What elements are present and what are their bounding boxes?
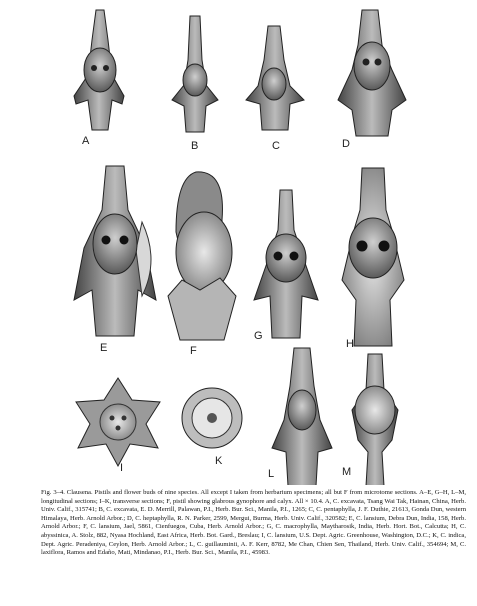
specimen-b: [172, 16, 218, 132]
label-a: A: [82, 135, 90, 147]
label-b: B: [191, 140, 199, 152]
specimen-l: [272, 348, 332, 485]
specimen-f: [168, 172, 236, 340]
label-f: F: [190, 345, 197, 357]
label-h: H: [346, 338, 354, 350]
specimen-d: [338, 10, 406, 136]
specimen-h: [342, 168, 404, 346]
specimen-m: [352, 354, 398, 485]
label-i: I: [120, 462, 124, 474]
specimen-c: [246, 26, 304, 130]
specimen-e: [74, 166, 156, 336]
label-e: E: [100, 342, 108, 354]
label-m: M: [342, 466, 352, 478]
label-c: C: [272, 140, 280, 152]
label-k: K: [215, 455, 223, 467]
label-l: L: [268, 468, 275, 480]
figure-caption: Fig. 3–4. Clausena. Pistils and flower buds of nine species. All except I taken from herbarium specimens; all but F from microtome sections. A–E, G–H, L–M, longitudinal sections; I–K, transverse sections; F, pistil showing glabrous gynophore and calyx. All × 10.4. A, C. excavata, Tsang Wai Tak, Hainan, China, Herb. Univ. Calif., 315741; B, C. excavata, E. D. Merrill, Palawan, P.I., Herb. Bur. Sci., Manila, P.I., 1265; C, C. pentaphylla, J. F. Duthie, 21613, Gonda Dun, western Himalaya, Herb. Arnold Arbor.; D, C. heptaphylla, R. N. Parker, 2599, Mergui, Burma, Herb. Univ. Calif., 320582; E, C. lansium, Debra Dun, India, 158, Herb. Arnold Arbor.; F, C. lansium, Jael, 5861, Cienfuegos, Cuba, Herb. Arnold Arbor.; G, C. macrophylla, Maytharosik, India, Herb. Hort. Bot., Calcutta; H, C. abyssinica, A. Stolz, 882, Nyasa Hochland, East Africa, Herb. Bot. Gard., Breslau; I, C. lansium, U.S. Dept. Agric. Greenhouse, Washington, D.C.; K, C. indica, Dept. Agric. Peradeniya, Ceylon, Herb. Arnold Arbor.; L, C. guillauminii, A. F. Kerr, 8782, Me Chan, Chien Sen, Thailand, Herb. Univ. Calif., 354694; M, C. laxiflora, Ramos and Edaño, Mati, Mindanao, P.I., Herb. Bur. Sci., Manila, P.I., 45983.: [41, 489, 466, 557]
specimen-i: [76, 378, 160, 466]
specimen-a: [74, 10, 124, 130]
specimen-k: [182, 388, 242, 448]
label-d: D: [342, 138, 350, 150]
label-g: G: [254, 330, 263, 342]
specimen-g: [254, 190, 318, 338]
